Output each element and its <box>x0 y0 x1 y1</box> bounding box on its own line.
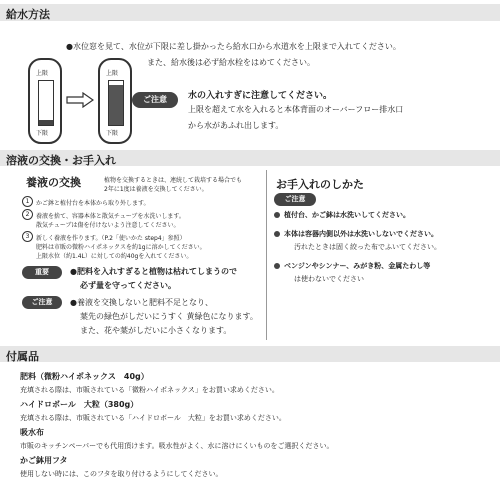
exchange-step2b: 散気チューブは傷を付けないよう注意してください。 <box>36 222 180 229</box>
exchange-step3b: 肥料は市販の微粉ハイポネックスを約1gに溶かしてください。 <box>36 244 206 251</box>
important-line2: 必ず量を守ってください。 <box>80 281 176 290</box>
care-bullet-2 <box>274 231 280 237</box>
arrow-icon <box>66 92 94 112</box>
care-bullet-1 <box>274 212 280 218</box>
exchange-left-intro1: 植物を交換するときは、連続して栽培する場合でも <box>104 177 243 184</box>
step2-number: 2 <box>22 209 33 220</box>
exchange-section-header-bar <box>0 150 500 166</box>
exchange-caution-line2: 葉先の緑色がしだいにうすく 黄緑色になります。 <box>80 312 258 321</box>
water-caution-badge: ご注意 <box>132 92 178 108</box>
exchange-caution-line3: また、花や葉がしだいに小さくなります。 <box>80 326 232 335</box>
water-instruction-line1: ●水位窓を見て、水位が下限に差し掛かったら給水口から水道水を上限まで入れてください。 <box>66 42 401 51</box>
accessory-name: かご鉢用フタ <box>20 456 68 465</box>
accessory-name: ハイドロボール 大粒（380g） <box>20 400 139 409</box>
accessory-name: 吸水布 <box>20 428 44 437</box>
water-caution-line1: 水の入れすぎに注意してください。 <box>188 91 333 101</box>
gauge-after-top-label: 上限 <box>106 70 119 77</box>
exchange-left-title: 養液の交換 <box>26 176 81 189</box>
gauge-before-bottom-label: 下限 <box>36 130 49 137</box>
accessory-desc: 充填される際は、市販されている「微粉ハイポネックス」をお買い求めください。 <box>20 386 279 394</box>
accessory-desc: 市販のキッチンペーパーでも代用頂けます。吸水性がよく、水に溶けにくいものをご選択ください。 <box>20 442 334 450</box>
important-badge: 重要 <box>22 266 62 279</box>
care-caution-badge: ご注意 <box>274 193 316 206</box>
water-caution-line2: 上限を超えて水を入れると本体背面のオーバーフロー排水口 <box>188 105 404 114</box>
water-instruction-line2: また、給水後は必ず給水栓をはめてください。 <box>147 58 315 67</box>
exchange-right-title: お手入れのしかた <box>276 178 364 191</box>
accessory-desc: 使用しない時には、このフタを取り付けるようにしてください。 <box>20 470 223 478</box>
exchange-step3c: 上限水位（約1.4L）に対しての約40gを入れてください。 <box>36 253 193 260</box>
exchange-caution-badge: ご注意 <box>22 296 62 309</box>
gauge-before-window <box>38 80 54 126</box>
exchange-caution-line1: ●養液を交換しないと肥料不足となり、 <box>70 298 213 307</box>
care-item2b: 汚れたときは固く絞った布でふいてください。 <box>294 243 441 251</box>
gauge-after-bottom-label: 下限 <box>106 130 119 137</box>
exchange-section-header: 溶液の交換・お手入れ <box>6 154 116 167</box>
gauge-after-fill <box>109 85 123 125</box>
water-section-header: 給水方法 <box>6 8 50 21</box>
water-gauge-after <box>98 58 132 144</box>
important-line1: ●肥料を入れすぎると植物は枯れてしまうので <box>70 267 237 276</box>
accessories-section-header-bar <box>0 346 500 362</box>
water-gauge-before <box>28 58 62 144</box>
care-item1: 植付台、かご鉢は水洗いしてください。 <box>284 211 410 219</box>
accessory-name: 肥料（微粉ハイポネックス 40g） <box>20 372 149 381</box>
step1-number: 1 <box>22 196 33 207</box>
exchange-step3a: 新しく養液を作ります。（P.2「使いかた step4」参照） <box>36 235 186 242</box>
water-caution-line3: から水があふれ出します。 <box>188 121 284 130</box>
gauge-before-fill <box>39 120 53 125</box>
exchange-step1: かご鉢と植付台を本体から取り外します。 <box>36 200 150 207</box>
care-item2a: 本体は容器内側以外は水洗いしないでください。 <box>284 230 438 238</box>
exchange-step2a: 養液を捨て、容器本体と散気チューブを水洗いします。 <box>36 213 185 220</box>
exchange-left-intro2: 2年に1度は養液を交換してください。 <box>104 186 208 193</box>
care-bullet-3 <box>274 263 280 269</box>
accessories-section-header: 付属品 <box>6 350 39 363</box>
step3-number: 3 <box>22 231 33 242</box>
column-divider <box>266 170 267 340</box>
care-item3b: は使わないでください <box>294 275 364 283</box>
water-section-header-bar <box>0 4 500 21</box>
care-item3a: ベンジンやシンナー、みがき粉、金属たわし等 <box>284 262 431 270</box>
gauge-after-window <box>108 80 124 126</box>
gauge-before-top-label: 上限 <box>36 70 49 77</box>
accessory-desc: 充填される際は、市販されている「ハイドロボール 大粒」をお買い求めください。 <box>20 414 286 422</box>
